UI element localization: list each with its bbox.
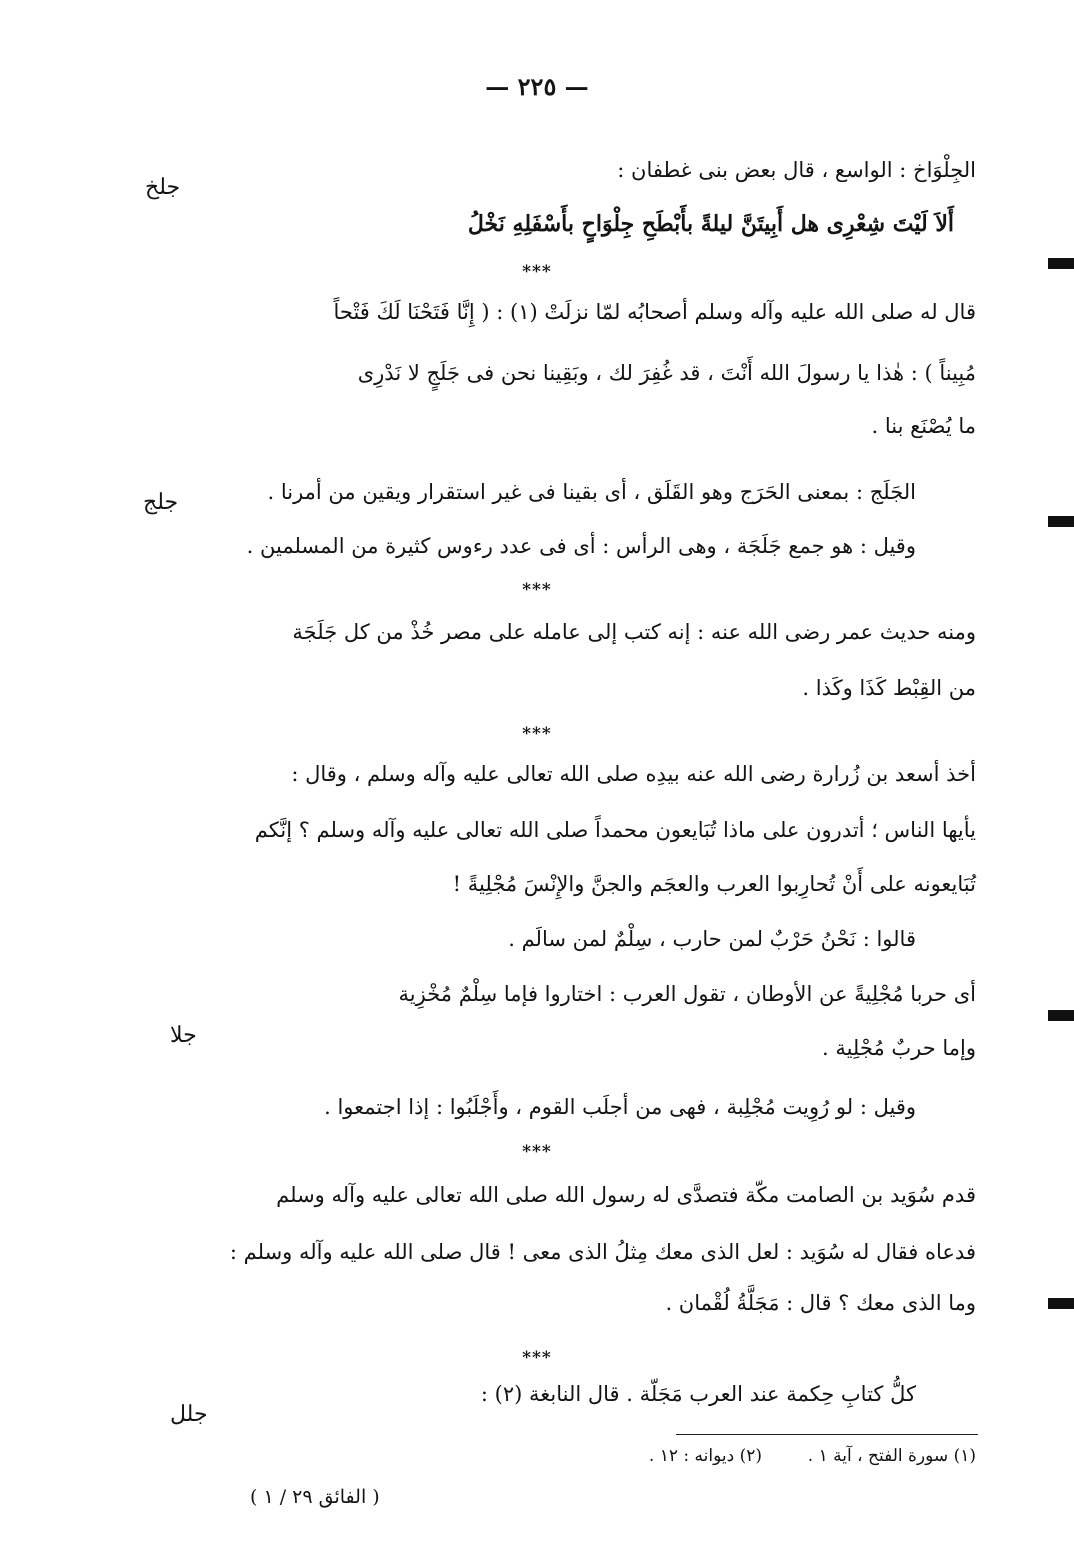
text-line: أخذ أسعد بن زُرارة رضى الله عنه بيدِه صلى الله تعالى عليه وآله وسلم ، وقال : [291, 762, 976, 786]
section-separator: *** [522, 1142, 552, 1162]
text-line: ومنه حديث عمر رضى الله عنه : إنه كتب إلى عامله على مصر خُذْ من كل جَلَجَة [292, 620, 976, 644]
verse-line: أَلاَ لَيْتَ شِعْرِى هل أَبِيتَنَّ ليلةً بأَبْطَحِ جِلْوَاحٍ بأَسْفَلِهِ نَخْلُ [467, 211, 954, 237]
text-line: تُبَايعونه على أَنْ تُحارِبوا العرب والعجَم والجنَّ والإِنْسَ مُجْلِيةً ! [452, 872, 976, 896]
margin-headword: جلل [170, 1402, 208, 1427]
text-line: وما الذى معك ؟ قال : مَجَلَّةُ لُقْمان . [665, 1291, 976, 1315]
text-line: الجَلَج : بمعنى الحَرَج وهو القَلَق ، أى بقينا فى غير استقرار ويقين من أمرنا . [267, 480, 916, 504]
scan-edge-mark [1048, 516, 1074, 527]
section-separator: *** [522, 580, 552, 600]
margin-headword: جلج [143, 490, 179, 515]
text-line: أى حربا مُجْلِيةً عن الأوطان ، تقول العرب : اختاروا فإما سِلْمٌ مُخْزِية [398, 982, 976, 1006]
section-separator: *** [522, 724, 552, 744]
scan-edge-mark [1048, 1298, 1074, 1309]
margin-headword: جلا [170, 1023, 197, 1048]
footnote-1: (١) سورة الفتح ، آية ١ . [807, 1446, 976, 1466]
text-line: قدم سُوَيد بن الصامت مكّة فتصدَّى له رسول الله صلى الله تعالى عليه وآله وسلم [276, 1183, 976, 1207]
text-line: يأيها الناس ؛ أتدرون على ماذا تُبَايعون محمداً صلى الله تعالى عليه وآله وسلم ؟ إنَّكم [254, 818, 976, 842]
text-line: ما يُصْنَع بنا . [871, 414, 976, 438]
signature-mark: ( الفائق ٢٩ / ١ ) [250, 1486, 380, 1508]
text-line: قال له صلى الله عليه وآله وسلم أصحابُه لمّا نزلَتْ (١) : ( إِنَّا فَتَحْنَا لَكَ فَتْحاً [333, 300, 976, 324]
margin-headword: جلخ [145, 175, 181, 200]
text-line: وقيل : لو رُوِيت مُجْلِبة ، فهى من أجلَب القوم ، وأَجْلَبُوا : إذا اجتمعوا . [324, 1095, 916, 1119]
text-line: مُبِيناً ) : هٰذا يا رسولَ الله أَنْتَ ، قد غُفِرَ لك ، وبَقِينا نحن فى جَلَجٍ لا نَدْرِى [357, 361, 976, 385]
text-line: فدعاه فقال له سُوَيد : لعل الذى معك مِثلُ الذى معى ! قال صلى الله عليه وآله وسلم : [229, 1240, 976, 1264]
footnote-rule [676, 1434, 978, 1435]
text-line: من القِبْط كَذَا وكَذا . [802, 676, 976, 700]
text-line: وقيل : هو جمع جَلَجَة ، وهى الرأس : أى فى عدد رءوس كثيرة من المسلمين . [246, 534, 916, 558]
section-separator: *** [522, 1348, 552, 1368]
text-line: كلُّ كتابِ حِكمة عند العرب مَجَلّة . قال النابغة (٢) : [480, 1382, 916, 1406]
text-line: الجِلْوَاخ : الواسع ، قال بعض بنى غطفان : [617, 158, 976, 182]
footnote-2: (٢) ديوانه : ١٢ . [648, 1446, 762, 1466]
text-line: وإما حربٌ مُجْلِية . [821, 1036, 976, 1060]
section-separator: *** [522, 262, 552, 282]
scan-edge-mark [1048, 258, 1074, 269]
page-number: — ٢٢٥ — [485, 72, 589, 101]
scan-edge-mark [1048, 1010, 1074, 1021]
text-line: قالوا : نَحْنُ حَرْبٌ لمن حارب ، سِلْمٌ لمن سالَم . [508, 927, 916, 951]
